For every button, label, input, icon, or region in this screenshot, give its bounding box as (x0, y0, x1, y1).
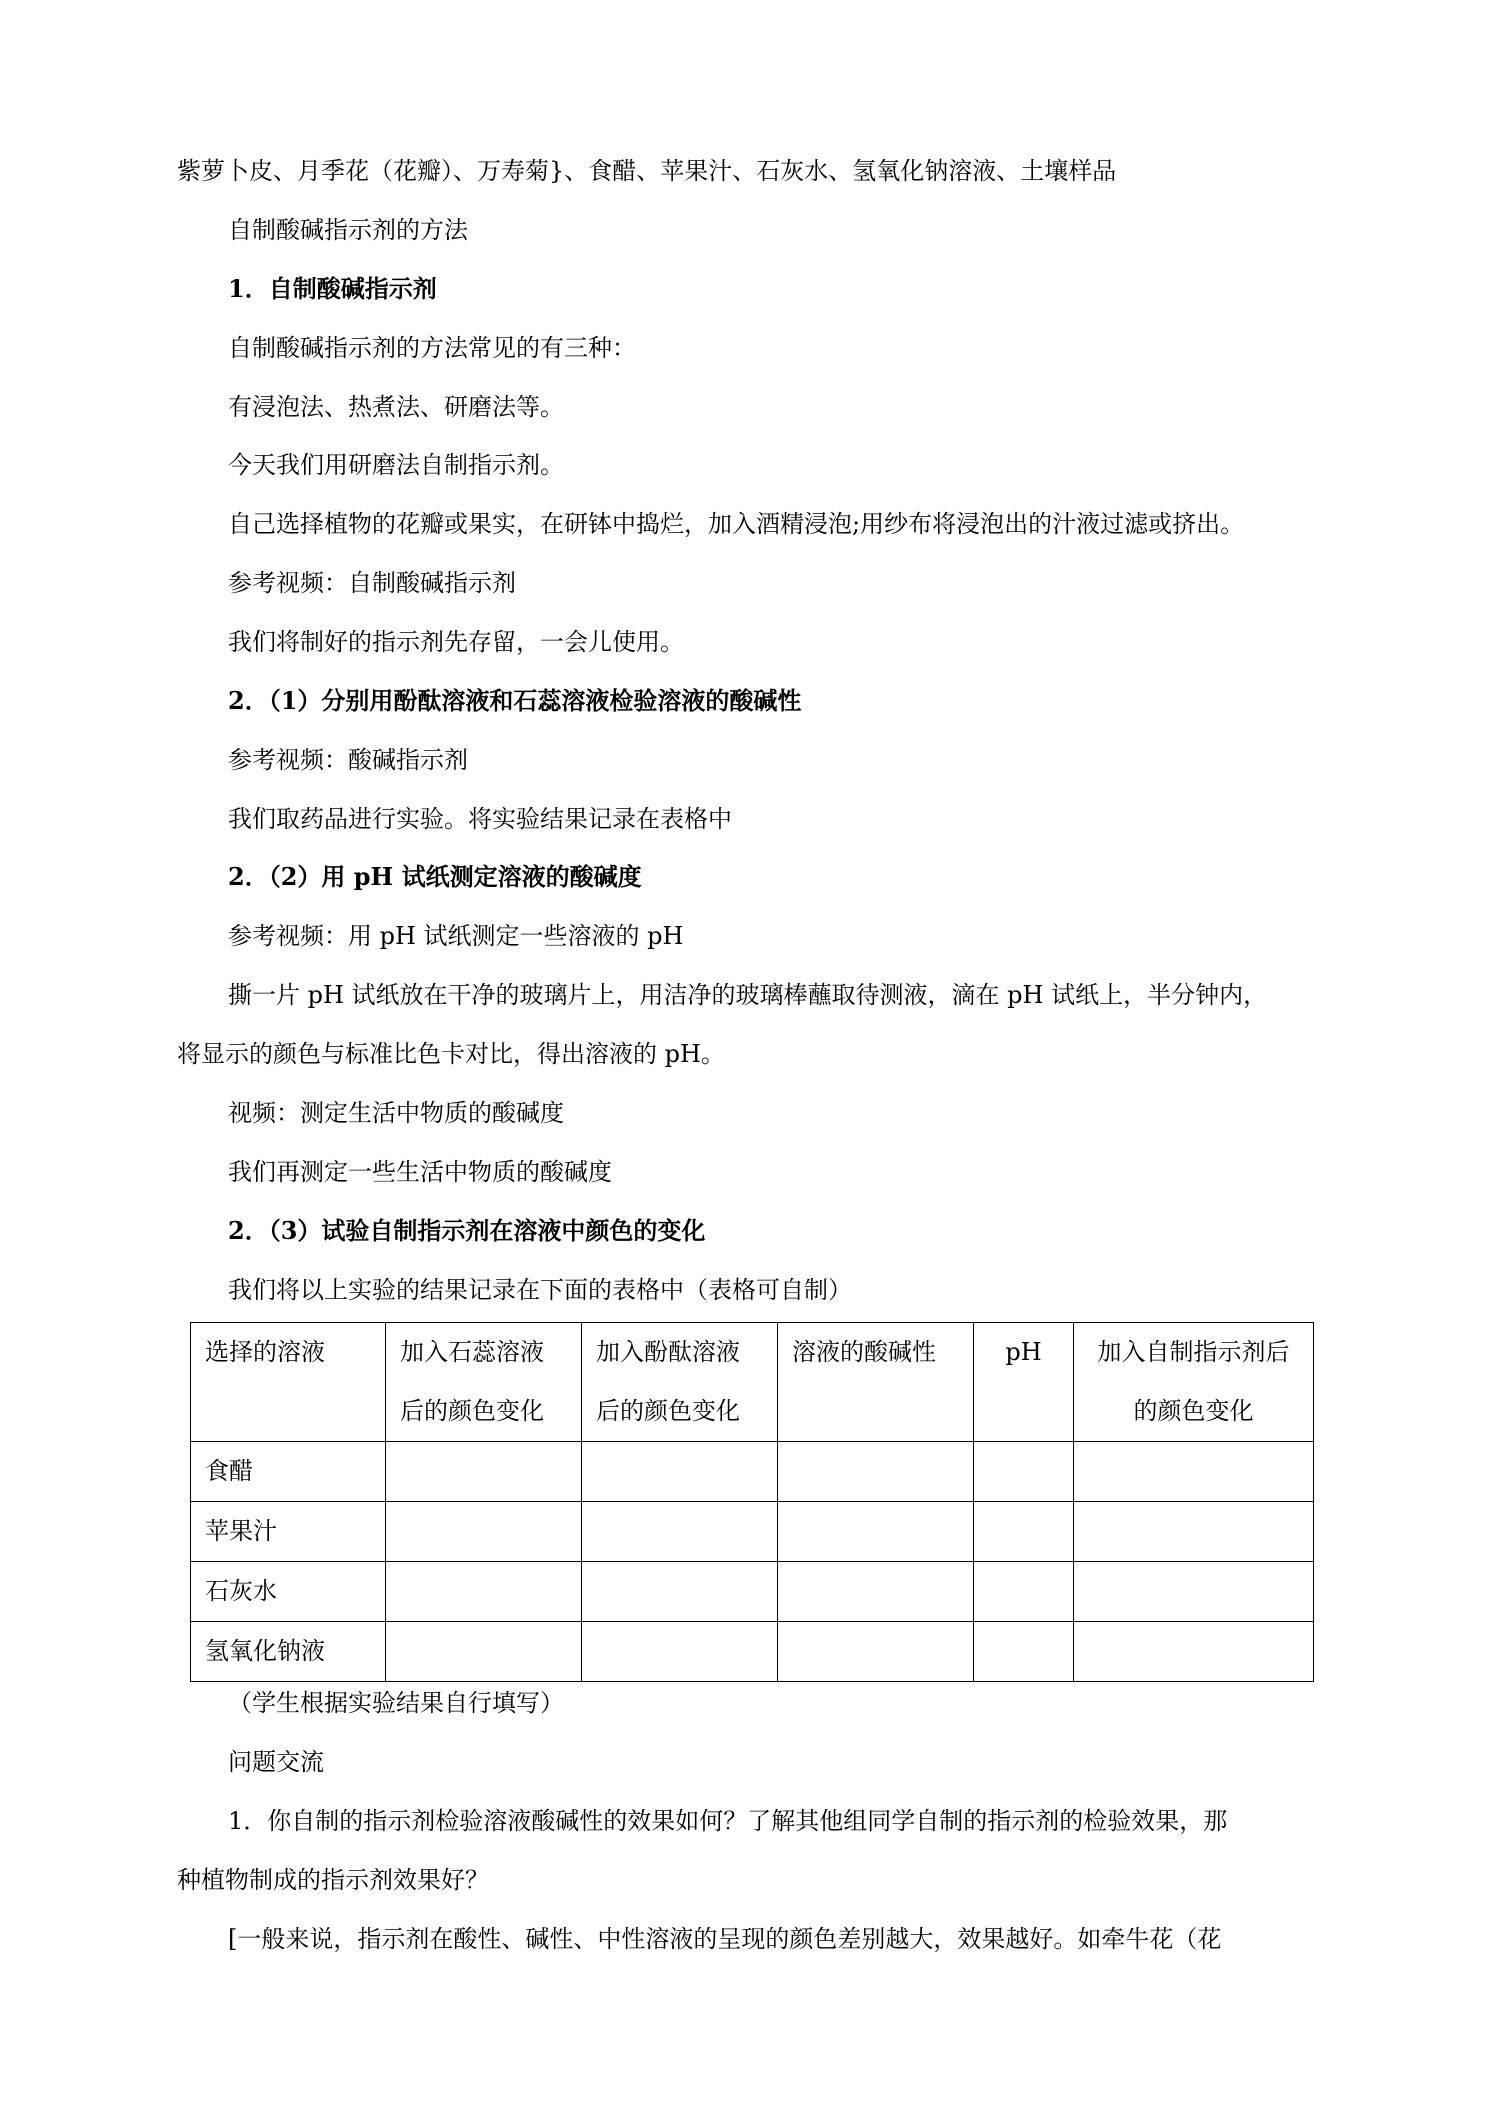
header-cell-homemade-indicator: 加入自制指示剂后的颜色变化 (1074, 1323, 1314, 1442)
paragraph-video-ref: 参考视频：酸碱指示剂 (228, 746, 468, 774)
header-cell-ph: pH (974, 1323, 1074, 1442)
paragraph: 我们再测定一些生活中物质的酸碱度 (228, 1158, 612, 1186)
table-row (191, 1442, 1314, 1502)
table-cell[interactable] (974, 1622, 1074, 1682)
paragraph-materials: 紫萝卜皮、月季花（花瓣）、万寿菊}、食醋、苹果汁、石灰水、氢氧化钠溶液、土壤样品 (177, 157, 1117, 185)
paragraph: 今天我们用研磨法自制指示剂。 (228, 451, 564, 479)
table-cell[interactable] (778, 1562, 974, 1622)
paragraph-continued: 将显示的颜色与标准比色卡对比，得出溶液的 pH。 (177, 1040, 725, 1068)
table-cell[interactable] (778, 1622, 974, 1682)
table-cell[interactable] (582, 1562, 778, 1622)
paragraph: 自己选择植物的花瓣或果实，在研钵中捣烂，加入酒精浸泡;用纱布将浸泡出的汁液过滤或挤出。 (228, 510, 1245, 538)
row-label: 食醋 (191, 1442, 386, 1502)
section-heading-2-2: 2．（2）用 pH 试纸测定溶液的酸碱度 (228, 862, 642, 891)
table-row (191, 1622, 1314, 1682)
table-cell[interactable] (582, 1502, 778, 1562)
row-label: 氢氧化钠液 (191, 1622, 386, 1682)
table-cell[interactable] (1074, 1502, 1314, 1562)
paragraph-video-ref: 参考视频：自制酸碱指示剂 (228, 569, 516, 597)
paragraph: 我们将制好的指示剂先存留，一会儿使用。 (228, 628, 684, 656)
table-row (191, 1502, 1314, 1562)
table-note: （学生根据实验结果自行填写） (228, 1689, 564, 1717)
header-cell-litmus: 加入石蕊溶液后的颜色变化 (386, 1323, 582, 1442)
table-cell[interactable] (582, 1442, 778, 1502)
table-cell[interactable] (778, 1442, 974, 1502)
paragraph-method-title: 自制酸碱指示剂的方法 (228, 216, 468, 244)
table-cell[interactable] (1074, 1622, 1314, 1682)
header-cell-acidity: 溶液的酸碱性 (778, 1323, 974, 1442)
table-cell[interactable] (1074, 1562, 1314, 1622)
table-cell[interactable] (386, 1562, 582, 1622)
table-cell[interactable] (974, 1502, 1074, 1562)
table-cell[interactable] (386, 1622, 582, 1682)
section-heading-2-3: 2．（3）试验自制指示剂在溶液中颜色的变化 (228, 1216, 706, 1245)
table-cell[interactable] (1074, 1442, 1314, 1502)
paragraph: 撕一片 pH 试纸放在干净的玻璃片上，用洁净的玻璃棒蘸取待测液，滴在 pH 试纸上，半分钟内， (228, 981, 1268, 1009)
table-row (191, 1562, 1314, 1622)
table-header-row (191, 1323, 1314, 1442)
table-cell[interactable] (974, 1442, 1074, 1502)
section-heading-1: 1．自制酸碱指示剂 (228, 274, 437, 303)
paragraph: 自制酸碱指示剂的方法常见的有三种： (228, 334, 636, 362)
section-heading-discussion: 问题交流 (228, 1748, 324, 1776)
table-cell[interactable] (974, 1562, 1074, 1622)
paragraph-video-ref: 参考视频：用 pH 试纸测定一些溶液的 pH (228, 922, 684, 950)
results-table (190, 1322, 1314, 1682)
table-cell[interactable] (778, 1502, 974, 1562)
paragraph: 我们将以上实验的结果记录在下面的表格中（表格可自制） (228, 1276, 852, 1304)
table-cell[interactable] (582, 1622, 778, 1682)
row-label: 石灰水 (191, 1562, 386, 1622)
paragraph: 我们取药品进行实验。将实验结果记录在表格中 (228, 805, 732, 833)
question-1-continued: 种植物制成的指示剂效果好？ (177, 1866, 489, 1894)
paragraph-video-ref: 视频：测定生活中物质的酸碱度 (228, 1099, 564, 1127)
row-label: 苹果汁 (191, 1502, 386, 1562)
section-heading-2-1: 2．（1）分别用酚酞溶液和石蕊溶液检验溶液的酸碱性 (228, 686, 802, 715)
paragraph: 有浸泡法、热煮法、研磨法等。 (228, 393, 564, 421)
table-cell[interactable] (386, 1502, 582, 1562)
question-1: 1．你自制的指示剂检验溶液酸碱性的效果如何？了解其他组同学自制的指示剂的检验效果，那 (228, 1807, 1228, 1835)
table-cell[interactable] (386, 1442, 582, 1502)
header-cell-solution: 选择的溶液 (191, 1323, 386, 1442)
header-cell-phenolphthalein: 加入酚酞溶液后的颜色变化 (582, 1323, 778, 1442)
answer-1: [一般来说，指示剂在酸性、碱性、中性溶液的呈现的颜色差别越大，效果越好。如牵牛花（花 (228, 1925, 1222, 1953)
